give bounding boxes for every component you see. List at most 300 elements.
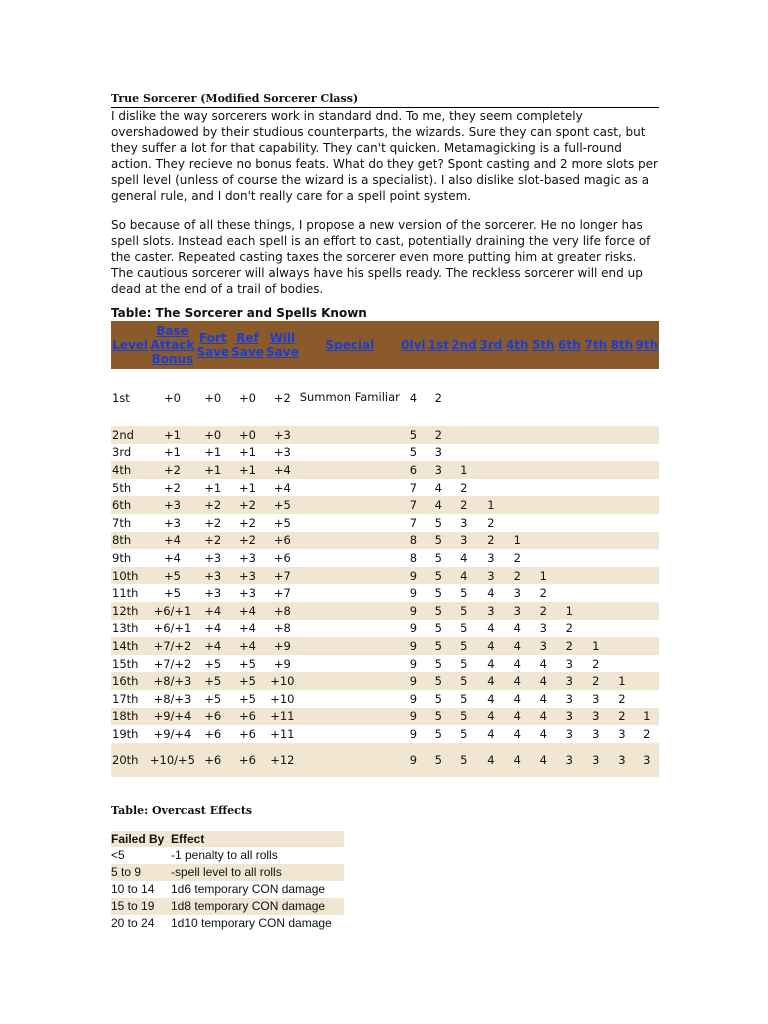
table-cell: +8/+3: [153, 691, 192, 706]
table-cell: +3: [204, 586, 222, 601]
table-cell: 2: [450, 496, 478, 514]
table-cell: +0: [230, 426, 265, 444]
spells-header-cell[interactable]: 3rd: [478, 321, 504, 369]
table-cell: +12: [265, 743, 300, 777]
table-cell: [609, 369, 635, 426]
table-cell: [635, 514, 659, 532]
table-cell: +6: [230, 743, 265, 777]
special-cell: [300, 567, 400, 585]
level-cell: 9th: [112, 550, 132, 565]
table-cell: [635, 567, 659, 585]
table-cell: +6: [265, 532, 300, 550]
special-cell: [300, 496, 400, 514]
table-cell: [531, 514, 557, 532]
table-cell: 4: [504, 637, 531, 655]
spells-header-cell[interactable]: 2nd: [450, 321, 478, 369]
table-cell: +6: [238, 726, 256, 741]
table-cell: 2: [478, 532, 504, 550]
table-cell: [609, 620, 635, 638]
table-cell: [609, 532, 635, 550]
table-cell: +0: [238, 390, 256, 405]
special-cell: [300, 584, 400, 602]
special-cell: [300, 690, 400, 708]
table-cell: [583, 426, 610, 444]
table-cell: 4: [487, 726, 495, 741]
table-cell: 4: [513, 691, 521, 706]
table-cell: 4: [409, 390, 418, 405]
table-cell: 3: [583, 743, 610, 777]
table-cell: [556, 444, 583, 462]
table-cell: +8/+3: [149, 672, 195, 690]
table-cell: [478, 426, 504, 444]
table-cell: 9: [409, 726, 418, 741]
table-cell: 4: [427, 496, 450, 514]
table-cell: [635, 444, 659, 462]
table-cell: 4: [487, 691, 495, 706]
special-cell: [300, 655, 400, 673]
table-cell: [609, 549, 635, 567]
failed-by-cell: <5: [111, 848, 125, 863]
table-cell: 9: [409, 621, 418, 636]
table-cell: +1: [238, 445, 256, 460]
table-cell: [478, 461, 504, 479]
table-cell: 1: [531, 567, 557, 585]
table-cell: [609, 567, 635, 585]
table-cell: [504, 369, 531, 426]
table-cell: 4: [487, 656, 495, 671]
table-cell: 3: [460, 515, 468, 530]
table-cell: 8: [409, 550, 418, 565]
table-cell: +6: [196, 708, 230, 726]
spells-header-cell[interactable]: 0lvl: [400, 321, 427, 369]
table-cell: +4: [196, 637, 230, 655]
table-row: [111, 444, 659, 462]
table-cell: +8: [265, 602, 300, 620]
table-cell: +1: [163, 445, 181, 460]
table-cell: 5: [450, 672, 478, 690]
level-cell: 1st: [112, 390, 130, 405]
table-cell: 5: [427, 672, 450, 690]
table-cell: +4: [238, 621, 256, 636]
table-cell: +6/+1: [153, 621, 192, 636]
table-cell: +1: [204, 480, 222, 495]
table-cell: 5: [427, 743, 450, 777]
table-cell: 4: [478, 637, 504, 655]
table-cell: [531, 444, 557, 462]
table-cell: +5: [238, 656, 256, 671]
table-cell: 3: [583, 708, 610, 726]
special-cell: [300, 672, 400, 690]
spells-header-cell[interactable]: 4th: [504, 321, 531, 369]
table-cell: +7: [273, 586, 291, 601]
spells-header-cell[interactable]: 1st: [427, 321, 450, 369]
table-cell: 4: [513, 656, 521, 671]
spells-header-cell[interactable]: Fort Save: [196, 321, 230, 369]
table-row: [111, 637, 659, 655]
table-cell: +4: [230, 602, 265, 620]
table-cell: 2: [513, 550, 521, 565]
table-row: [111, 461, 659, 479]
table-cell: [609, 514, 635, 532]
table-row: [111, 532, 659, 550]
effect-cell: 1d6 temporary CON damage: [171, 882, 326, 897]
spells-header-cell[interactable]: Ref Save: [230, 321, 265, 369]
overcast-table-caption: Table: Overcast Effects: [111, 803, 253, 817]
table-cell: +8: [273, 621, 291, 636]
table-cell: +9/+4: [153, 726, 192, 741]
table-cell: 2: [427, 426, 450, 444]
table-row: [111, 584, 659, 602]
table-cell: [556, 514, 583, 532]
level-cell: 15th: [112, 656, 139, 671]
table-cell: 1: [583, 637, 610, 655]
table-cell: [609, 496, 635, 514]
table-cell: [556, 496, 583, 514]
table-cell: [635, 532, 659, 550]
table-cell: +11: [265, 708, 300, 726]
table-cell: [635, 584, 659, 602]
table-cell: 3: [618, 726, 626, 741]
special-cell: [300, 461, 400, 479]
table-cell: +6: [204, 726, 222, 741]
overcast-effects-table: [111, 831, 344, 932]
level-cell: 19th: [112, 726, 139, 741]
table-cell: 4: [478, 672, 504, 690]
level-cell: 16th: [111, 672, 149, 690]
table-cell: 5: [434, 515, 442, 530]
table-cell: 4: [504, 743, 531, 777]
table-row: [111, 690, 659, 708]
table-cell: 1: [635, 708, 659, 726]
table-cell: [556, 461, 583, 479]
table-cell: 5: [460, 726, 468, 741]
special-cell: [300, 620, 400, 638]
table-cell: 3: [635, 743, 659, 777]
table-cell: 7: [409, 480, 418, 495]
table-cell: +3: [163, 515, 181, 530]
table-cell: [478, 369, 504, 426]
table-cell: +11: [270, 726, 295, 741]
table-cell: 5: [450, 708, 478, 726]
table-cell: +3: [265, 426, 300, 444]
table-cell: 9: [400, 602, 427, 620]
table-cell: 5: [434, 586, 442, 601]
table-cell: 3: [556, 672, 583, 690]
special-cell: [300, 549, 400, 567]
table-row: [111, 881, 344, 898]
level-cell: 8th: [111, 532, 149, 550]
special-cell: [300, 725, 400, 743]
spells-header-cell[interactable]: Level: [111, 321, 149, 369]
table-cell: [635, 637, 659, 655]
level-cell: 2nd: [111, 426, 149, 444]
level-cell: 3rd: [112, 445, 132, 460]
table-cell: [556, 369, 583, 426]
special-cell: [300, 637, 400, 655]
special-cell: [300, 426, 400, 444]
table-cell: 1: [450, 461, 478, 479]
table-cell: +10: [265, 672, 300, 690]
table-cell: 5: [460, 586, 468, 601]
table-cell: 5: [434, 691, 442, 706]
table-cell: +5: [230, 672, 265, 690]
table-cell: +4: [149, 532, 195, 550]
table-cell: 2: [583, 672, 610, 690]
table-cell: [583, 620, 610, 638]
table-cell: 9: [400, 743, 427, 777]
table-cell: +5: [204, 691, 222, 706]
table-cell: +2: [163, 480, 181, 495]
level-cell: 6th: [111, 496, 149, 514]
table-cell: [583, 584, 610, 602]
table-cell: 5: [450, 602, 478, 620]
spells-known-table: [111, 321, 659, 777]
table-cell: 2: [592, 656, 600, 671]
table-cell: [556, 584, 583, 602]
table-cell: [635, 672, 659, 690]
table-cell: +2: [196, 496, 230, 514]
table-cell: +5: [163, 586, 181, 601]
table-cell: 3: [531, 637, 557, 655]
table-cell: [504, 479, 531, 497]
table-cell: 7: [409, 515, 418, 530]
table-cell: 9: [400, 567, 427, 585]
table-row: [111, 567, 659, 585]
table-cell: 9: [400, 672, 427, 690]
table-cell: 4: [539, 691, 547, 706]
table-row: [111, 479, 659, 497]
table-cell: +6/+1: [149, 602, 195, 620]
table-cell: +3: [149, 496, 195, 514]
table-cell: [583, 549, 610, 567]
table-cell: 9: [400, 708, 427, 726]
table-cell: 5: [450, 743, 478, 777]
table-cell: [635, 602, 659, 620]
table-cell: 3: [478, 602, 504, 620]
special-cell: [300, 602, 400, 620]
table-cell: 2: [504, 567, 531, 585]
spells-header-cell[interactable]: 8th: [609, 321, 635, 369]
table-cell: +3: [196, 567, 230, 585]
effect-cell: -spell level to all rolls: [171, 864, 344, 881]
table-cell: +4: [230, 637, 265, 655]
table-cell: 5: [400, 426, 427, 444]
table-cell: 1: [556, 602, 583, 620]
overcast-table-header-row: [111, 831, 344, 847]
table-cell: 3: [539, 621, 547, 636]
table-cell: 3: [609, 743, 635, 777]
level-cell: 12th: [111, 602, 149, 620]
table-cell: [450, 369, 478, 426]
table-cell: 2: [556, 637, 583, 655]
table-cell: 9: [409, 656, 418, 671]
spells-header-cell[interactable]: 9th: [635, 321, 659, 369]
table-cell: 3: [592, 691, 600, 706]
table-cell: +9: [273, 656, 291, 671]
table-cell: +3: [230, 567, 265, 585]
table-cell: [531, 549, 557, 567]
table-cell: 4: [478, 743, 504, 777]
spells-header-cell[interactable]: Base Attack Bonus: [149, 321, 195, 369]
table-cell: 5: [427, 637, 450, 655]
table-row: [111, 496, 659, 514]
table-row: [111, 708, 659, 726]
table-cell: [609, 655, 635, 673]
table-cell: 3: [478, 567, 504, 585]
table-cell: 6: [400, 461, 427, 479]
table-cell: +5: [238, 691, 256, 706]
table-cell: 5: [434, 656, 442, 671]
table-cell: +2: [273, 390, 291, 405]
table-cell: [583, 602, 610, 620]
table-cell: 3: [487, 550, 495, 565]
table-cell: 3: [565, 726, 573, 741]
table-cell: +5: [265, 496, 300, 514]
level-cell: 17th: [112, 691, 139, 706]
table-cell: [531, 369, 557, 426]
table-cell: 2: [434, 390, 442, 405]
table-cell: 5: [427, 567, 450, 585]
table-cell: +7: [265, 567, 300, 585]
table-cell: [504, 496, 531, 514]
document-page: [111, 92, 659, 932]
table-cell: +4: [163, 550, 181, 565]
table-cell: +2: [196, 532, 230, 550]
table-cell: [583, 567, 610, 585]
table-row: [111, 847, 344, 864]
overcast-header-cell: Failed By: [111, 831, 171, 847]
table-cell: [635, 549, 659, 567]
table-cell: 1: [478, 496, 504, 514]
table-cell: 2: [487, 515, 495, 530]
table-cell: +2: [230, 496, 265, 514]
table-cell: 4: [504, 708, 531, 726]
failed-by-cell: 20 to 24: [111, 916, 155, 931]
table-cell: [504, 444, 531, 462]
table-cell: [609, 426, 635, 444]
table-cell: 9: [409, 586, 418, 601]
table-cell: +1: [196, 461, 230, 479]
effect-cell: -1 penalty to all rolls: [171, 848, 278, 863]
spells-header-cell[interactable]: 7th: [583, 321, 610, 369]
table-cell: 1: [609, 672, 635, 690]
table-cell: 3: [556, 743, 583, 777]
table-cell: 2: [539, 586, 547, 601]
table-cell: +1: [204, 445, 222, 460]
table-cell: +6: [196, 743, 230, 777]
table-cell: [556, 479, 583, 497]
table-cell: 2: [565, 621, 573, 636]
table-row: [111, 620, 659, 638]
table-cell: [609, 444, 635, 462]
failed-by-cell: 15 to 19: [111, 898, 171, 915]
table-cell: 2: [618, 691, 626, 706]
spells-table-header-row: [111, 321, 659, 369]
table-cell: [583, 461, 610, 479]
table-cell: +5: [149, 567, 195, 585]
table-row: [111, 898, 344, 915]
table-cell: +10: [270, 691, 295, 706]
table-cell: +2: [204, 515, 222, 530]
level-cell: 10th: [111, 567, 149, 585]
table-cell: [531, 532, 557, 550]
table-cell: +5: [204, 656, 222, 671]
level-cell: 11th: [112, 586, 139, 601]
spells-table-caption: Table: The Sorcerer and Spells Known: [111, 306, 367, 320]
table-cell: [635, 620, 659, 638]
special-cell: [300, 514, 400, 532]
table-row: [111, 655, 659, 673]
table-cell: 7: [400, 496, 427, 514]
table-row: [111, 672, 659, 690]
table-cell: 2: [609, 708, 635, 726]
table-cell: 4: [478, 708, 504, 726]
table-cell: [556, 532, 583, 550]
table-cell: [635, 426, 659, 444]
table-cell: [583, 444, 610, 462]
table-row: [111, 743, 659, 777]
table-cell: +1: [238, 480, 256, 495]
table-cell: +4: [265, 461, 300, 479]
table-cell: +1: [230, 461, 265, 479]
table-cell: [635, 369, 659, 426]
table-cell: +2: [230, 532, 265, 550]
table-cell: +4: [196, 602, 230, 620]
table-cell: 4: [531, 743, 557, 777]
table-cell: [609, 479, 635, 497]
level-cell: 13th: [112, 621, 139, 636]
table-cell: +3: [238, 586, 256, 601]
table-cell: +9: [265, 637, 300, 655]
table-cell: 4: [487, 586, 495, 601]
table-cell: [635, 690, 659, 708]
effect-cell: 1d8 temporary CON damage: [171, 898, 344, 915]
table-cell: +7/+2: [153, 656, 192, 671]
table-cell: 3: [556, 708, 583, 726]
level-cell: 5th: [112, 480, 132, 495]
spells-header-cell[interactable]: Will Save: [265, 321, 300, 369]
table-cell: +10/+5: [149, 743, 195, 777]
table-cell: 5: [427, 532, 450, 550]
table-cell: [450, 444, 478, 462]
table-row: [111, 369, 659, 426]
table-row: [111, 602, 659, 620]
table-cell: 3: [427, 461, 450, 479]
table-cell: 4: [504, 672, 531, 690]
table-cell: 1: [504, 532, 531, 550]
table-cell: 5: [460, 621, 468, 636]
table-cell: 5: [427, 708, 450, 726]
table-cell: +5: [196, 672, 230, 690]
table-cell: 5: [434, 621, 442, 636]
table-cell: 5: [427, 602, 450, 620]
spells-header-cell[interactable]: 5th: [531, 321, 557, 369]
table-cell: 3: [450, 532, 478, 550]
table-cell: [531, 426, 557, 444]
table-cell: [609, 461, 635, 479]
table-cell: 3: [504, 602, 531, 620]
spells-header-cell[interactable]: Special: [300, 321, 400, 369]
table-cell: +3: [238, 550, 256, 565]
spells-header-cell[interactable]: 6th: [556, 321, 583, 369]
proposal-paragraph: So because of all these things, I propose a new version of the sorcerer. He no longer has spell slots. Instead each spell is an effort to cast, potentially draining the very life force of the caster. Repeated casting taxes the sorcerer even more putting him at greater risks. The cautious sorcerer will always have his spells ready. The reckless sorcerer will end up dead at the end of a trail of bodies.: [111, 218, 651, 296]
table-cell: 9: [400, 637, 427, 655]
table-cell: +4: [204, 621, 222, 636]
table-cell: [635, 496, 659, 514]
table-cell: 4: [487, 621, 495, 636]
table-cell: +2: [238, 515, 256, 530]
special-cell: [300, 444, 400, 462]
